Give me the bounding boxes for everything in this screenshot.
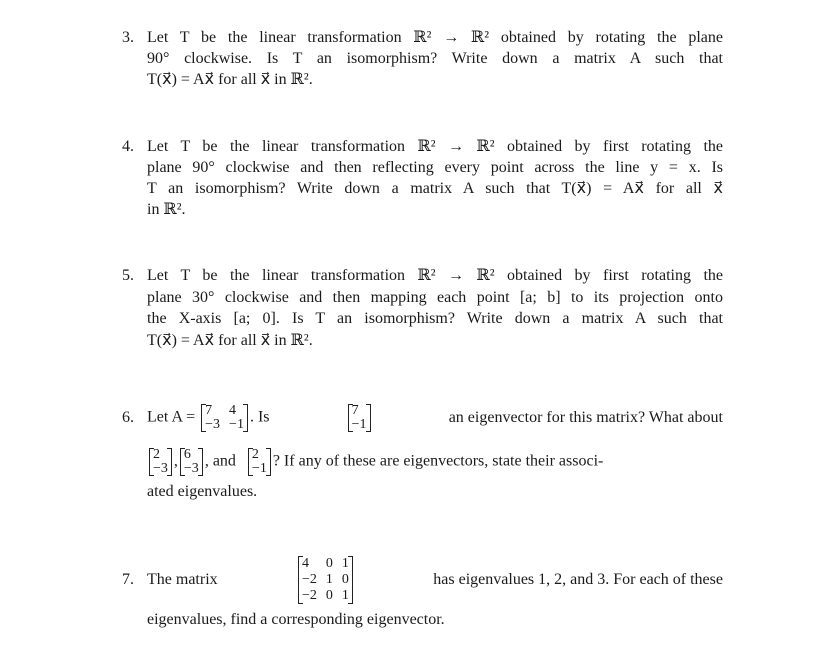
- problem-4-number: 4.: [122, 138, 134, 155]
- entry: −3: [153, 461, 168, 476]
- entry: 1: [341, 556, 349, 571]
- text: , and: [204, 452, 236, 470]
- entry: 4: [229, 403, 237, 418]
- entry: −2: [302, 572, 317, 587]
- entry: 0: [325, 588, 333, 603]
- entry: 6: [183, 447, 191, 462]
- entry: 2: [153, 447, 160, 462]
- problem-5-line: the X-axis [a; 0]. Is T an isomorphism? Write down a matrix A such that: [147, 310, 723, 327]
- text: . Is: [249, 408, 270, 426]
- vector: [248, 448, 271, 476]
- text: The matrix: [147, 571, 218, 588]
- entry: 0: [341, 572, 349, 587]
- entry: −1: [351, 417, 367, 432]
- text: ? If any of these are eigenvectors, state their associ-: [272, 452, 604, 470]
- problem-4-line: plane 90° clockwise and then reflecting every point across the line y = x. Is: [147, 159, 723, 176]
- problem-3-line: 90° clockwise. Is T an isomorphism? Write down a matrix A such that: [147, 50, 723, 67]
- problem-6-line-2: [147, 446, 723, 478]
- problem-3-number: 3.: [122, 29, 134, 46]
- problem-6-number: 6.: [122, 409, 134, 426]
- entry: 1: [325, 572, 333, 587]
- problem-5-line: T(x⃗) = Ax⃗ for all x⃗ in ℝ².: [147, 332, 313, 349]
- problem-4-line: in ℝ².: [147, 201, 186, 218]
- entry: −3: [183, 461, 199, 476]
- vector: [180, 448, 203, 476]
- problem-5-number: 5.: [122, 267, 134, 284]
- problem-4-line: T an isomorphism? Write down a matrix A such that T(x⃗) = Ax⃗ for all x⃗: [147, 180, 723, 197]
- problem-7-line-2: eigenvalues, find a corresponding eigenvector.: [147, 611, 445, 628]
- matrix-A: [201, 404, 248, 432]
- problem-5-line: Let T be the linear transformation ℝ² → ℝ² obtained by first rotating the: [147, 267, 723, 284]
- text: Let A =: [147, 408, 196, 426]
- entry: −2: [302, 588, 317, 603]
- text: ,: [173, 452, 178, 470]
- entry: 0: [325, 556, 333, 571]
- entry: 1: [341, 588, 349, 603]
- entry: 7: [351, 403, 359, 418]
- entry: 7: [205, 403, 213, 418]
- problem-6-line-1: [147, 402, 723, 434]
- problem-6-line-3: ated eigenvalues.: [147, 483, 258, 500]
- text: an eigenvector for this matrix? What about: [448, 409, 723, 426]
- vector: [149, 448, 172, 476]
- problem-5-line: plane 30° clockwise and then mapping each point [a; b] to its projection onto: [147, 289, 723, 306]
- text: has eigenvalues 1, 2, and 3. For each of these: [433, 571, 723, 588]
- problem-7-number: 7.: [122, 571, 134, 588]
- matrix: [298, 556, 353, 604]
- entry: −1: [229, 417, 244, 432]
- problem-4-line: Let T be the linear transformation ℝ² → ℝ² obtained by first rotating the: [147, 138, 723, 155]
- entry: −1: [251, 461, 267, 476]
- problem-3-line: Let T be the linear transformation ℝ² → ℝ² obtained by rotating the plane: [147, 29, 723, 46]
- entry: 2: [251, 447, 259, 462]
- entry: 4: [302, 556, 310, 571]
- entry: −3: [205, 417, 221, 432]
- problem-3-line: T(x⃗) = Ax⃗ for all x⃗ in ℝ².: [147, 71, 313, 88]
- vector: [348, 404, 371, 432]
- problem-7-line-1: [147, 556, 723, 604]
